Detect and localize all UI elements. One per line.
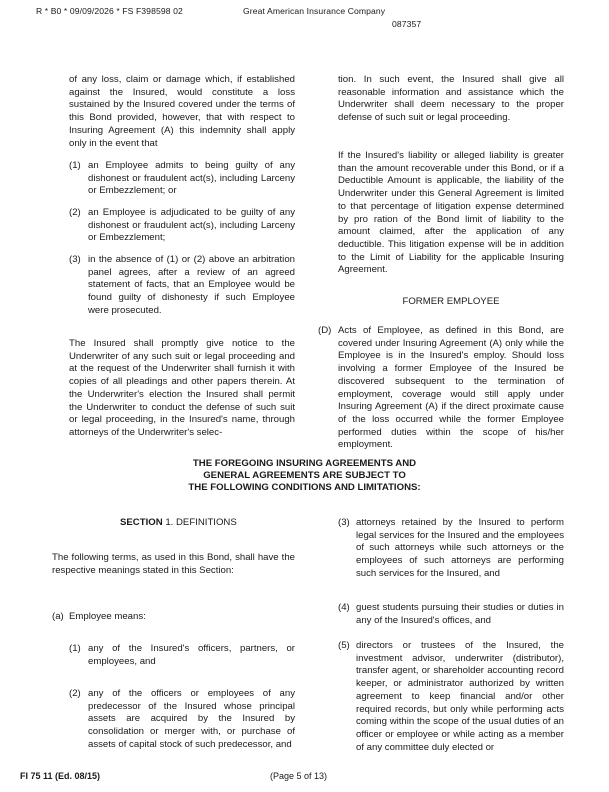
item-a-text: Employee means: [69, 611, 146, 622]
employee-item-4-label: (4) [338, 602, 350, 613]
company-name: Great American Insurance Company [243, 6, 386, 16]
employee-item-1-label: (1) [69, 643, 81, 654]
section-heading [120, 517, 237, 530]
employee-item-5-label: (5) [338, 640, 350, 651]
definitions-intro: The following terms, as used in this Bond, shall have the respective meanings stated in this Section: [52, 552, 295, 576]
section-title: 1. DEFINITIONS [165, 517, 237, 528]
employee-item-3-text: attorneys retained by the Insured to perform legal services for the Insured and the employees of such attorneys while such attorneys or the employees of such attorneys are performing such services for the Insured, and [356, 517, 564, 579]
item-2-text: an Employee is adjudicated to be guilty of any dishonest or fraudulent act(s), including Larceny or Embezzlement; [88, 207, 295, 244]
employee-item-5-text: directors or trustees of the Insured, the investment advisor, underwriter (distributor), transfer agent, or shareholder accounting record keeper, or administrator authorized by written agreement to keep financial and/or other required records, but only while performing acts coming within the scope of the usual duties of an officer or employee or while acting as a member of any committee duly elected or [356, 640, 564, 753]
form-number-footer: FI 75 11 (Ed. 08/15) [20, 771, 101, 781]
banner-line-2: GENERAL AGREEMENTS ARE SUBJECT TO [203, 470, 406, 481]
item-d-label: (D) [318, 325, 332, 336]
employee-item-2-label: (2) [69, 688, 81, 699]
item-1-text: an Employee admits to being guilty of any dishonest or fraudulent act(s), including Larceny or Embezzlement; or [88, 160, 295, 197]
employee-item-1-text: any of the Insured's officers, partners, or employees, and [88, 643, 295, 667]
employee-item-3-label: (3) [338, 517, 350, 528]
section-label: SECTION [120, 517, 163, 528]
employee-item-4-text: guest students pursuing their studies or duties in any of the Insured's offices, and [356, 602, 564, 626]
form-id-header: R * B0 * 09/09/2026 * FS F398598 02 [36, 6, 183, 16]
page-number: (Page 5 of 13) [270, 771, 328, 781]
employee-item-2-text: any of the officers or employees of any predecessor of the Insured whose principal assets are acquired by the Insured by consolidation or merger with, or purchase of assets of capital stock of such predecessor, and [88, 688, 295, 750]
item-1-label: (1) [69, 160, 81, 171]
item-a-label: (a) [52, 611, 64, 622]
indemnity-intro: of any loss, claim or damage which, if established against the Insured, would constitute a loss sustained by the Insured covered under the terms of this Bond provided, however, that with respect to Insuring Agreement (A) this indemnity shall apply only in the event that [69, 74, 295, 149]
item-3-text: in the absence of (1) or (2) above an arbitration panel agrees, after a review of an agreed statement of facts, that an Employee would be found guilty of dishonesty if such Employee were prosecuted. [88, 254, 295, 316]
document-number: 087357 [392, 19, 422, 29]
former-employee-heading: FORMER EMPLOYEE [402, 296, 500, 307]
defense-continuation: tion. In such event, the Insured shall give all reasonable information and assistance which the Underwriter shall deem necessary to the proper defense of such suit or legal proceeding. [338, 74, 564, 124]
item-d-text: Acts of Employee, as defined in this Bond, are covered under Insuring Agreement (A) only while the Employee is in the Insured's employ. Should loss involving a former Employee of the Insured be discovered subsequent to the termination of employment, coverage would still apply under Insuring Agreement (A) if the direct proximate cause of the loss occurred while the former Employee performed duties within the scope of his/her employment. [338, 325, 564, 451]
banner-line-3: THE FOLLOWING CONDITIONS AND LIMITATIONS: [188, 482, 421, 493]
liability-paragraph: If the Insured's liability or alleged liability is greater than the amount recoverable under this Bond, or if a Deductible Amount is applicable, the liability of the Underwriter under this General Agreement is limited to that percentage of litigation expense determined by pro ration of the Bond limit of liability to the amount claimed, after the application of any deductible. This litigation expense will be in addition to the Limit of Liability for the applicable Insuring Agreement. [338, 150, 564, 276]
notice-paragraph: The Insured shall promptly give notice to the Underwriter of any such suit or legal proceeding and at the request of the Underwriter shall furnish it with copies of all pleadings and other papers therein. At the Underwriter's election the Insured shall permit the Underwriter to conduct the defense of such suit or legal proceeding, in the Insured's name, through attorneys of the Underwriter's selec- [69, 338, 295, 438]
banner-line-1: THE FOREGOING INSURING AGREEMENTS AND [192, 458, 417, 469]
item-3-label: (3) [69, 254, 81, 265]
item-2-label: (2) [69, 207, 81, 218]
